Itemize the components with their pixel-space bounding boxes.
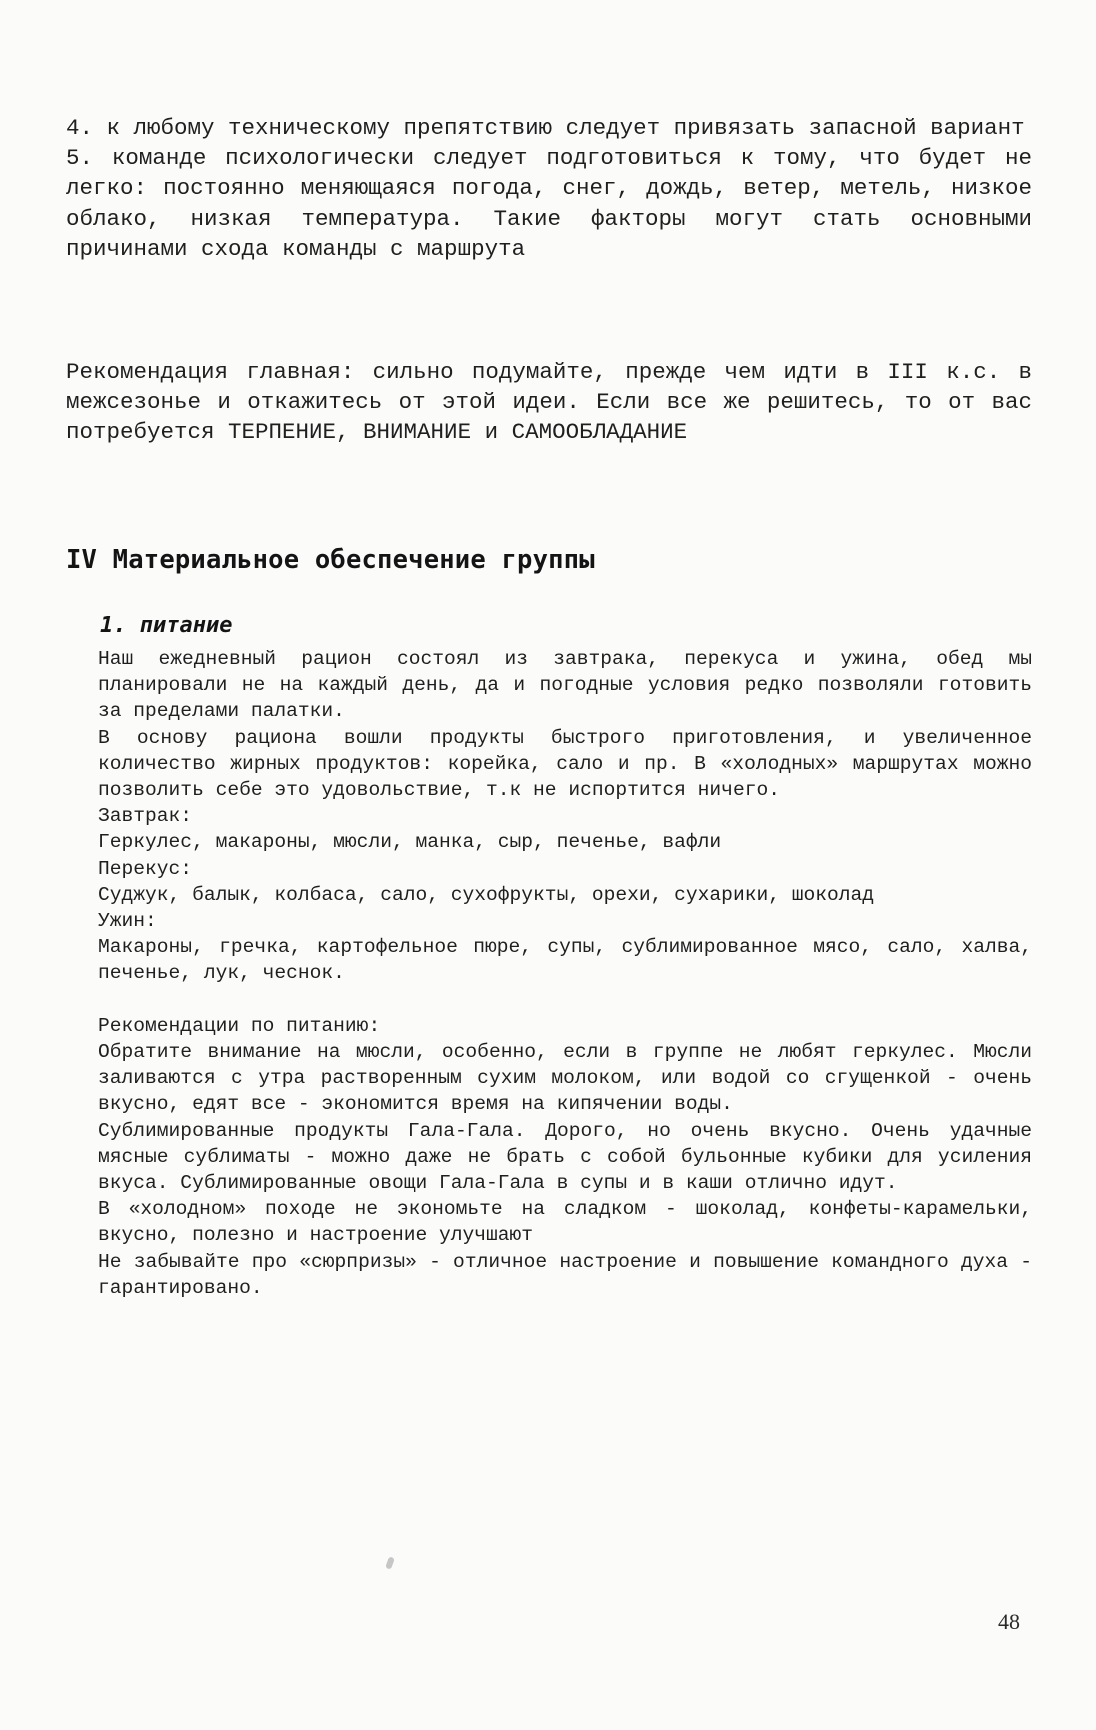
list-item: 4. к любому техническому препятствию следует привязать запасной вариант (66, 115, 1025, 141)
dinner-list: Макароны, гречка, картофельное пюре, супы, сублимированное мясо, сало, халва, печенье, лук, чеснок. (98, 936, 1032, 985)
intro-list (66, 113, 1032, 264)
dinner-label: Ужин: (98, 910, 157, 933)
list-item: 5. команде психологически следует подготовиться к тому, что будет не легко: постоянно меняющаяся погода, снег, дождь, ветер, метель, низкое облако, низкая температура. Такие факторы могут стать основными причинами схода команды с маршрута (66, 145, 1032, 262)
tip-paragraph: Не забывайте про «сюрпризы» - отличное настроение и повышение командного духа - гарантировано. (98, 1250, 1032, 1299)
tip-paragraph: Обратите внимание на мюсли, особенно, если в группе не любят геркулес. Мюсли заливаются с утра растворенным сухим молоком, или водой со сгущенкой - очень вкусно, едят все - экономится время на кипячении воды. (98, 1041, 1032, 1116)
snack-list: Суджук, балык, колбаса, сало, сухофрукты, орехи, сухарики, шоколад (98, 883, 875, 906)
snack-label: Перекус: (98, 857, 193, 880)
tip-paragraph: В «холодном» походе не экономьте на сладком - шоколад, конфеты-карамельки, вкусно, полезно и настроение улучшают (98, 1198, 1032, 1247)
main-recommendation: Рекомендация главная: сильно подумайте, прежде чем идти в III к.с. в межсезонье и откажитесь от этой идеи. Если все же решитесь, то от вас потребуется ТЕРПЕНИЕ, ВНИМАНИЕ и САМООБЛАДАНИЕ (66, 359, 1032, 446)
food-section (98, 646, 1032, 1301)
tip-paragraph: Сублимированные продукты Гала-Гала. Дорого, но очень вкусно. Очень удачные мясные сублиматы - можно даже не брать с собой бульонные кубики для усиления вкуса. Сублимированные овощи Гала-Гала в супы и в каши отлично идут. (98, 1119, 1032, 1195)
subsection-title: 1. питание (100, 613, 233, 638)
section-title: IV Материальное обеспечение группы (66, 545, 595, 575)
paragraph: Наш ежедневный рацион состоял из завтрака, перекуса и ужина, обед мы планировали не на каждый день, да и погодные условия редко позволяли готовить за пределами палатки. (98, 648, 1032, 723)
breakfast-list: Геркулес, макароны, мюсли, манка, сыр, печенье, вафли (98, 831, 722, 854)
breakfast-label: Завтрак: (98, 805, 193, 828)
scan-artifact (385, 1556, 395, 1569)
tips-heading: Рекомендации по питанию: (98, 1014, 381, 1037)
paragraph: В основу рациона вошли продукты быстрого приготовления, и увеличенное количество жирных продуктов: корейка, сало и пр. В «холодных» маршрутах можно позволить себе это удовольствие, т.к не испортится ничего. (98, 726, 1032, 802)
spacer (98, 987, 1032, 1013)
page-number: 48 (998, 1609, 1020, 1634)
